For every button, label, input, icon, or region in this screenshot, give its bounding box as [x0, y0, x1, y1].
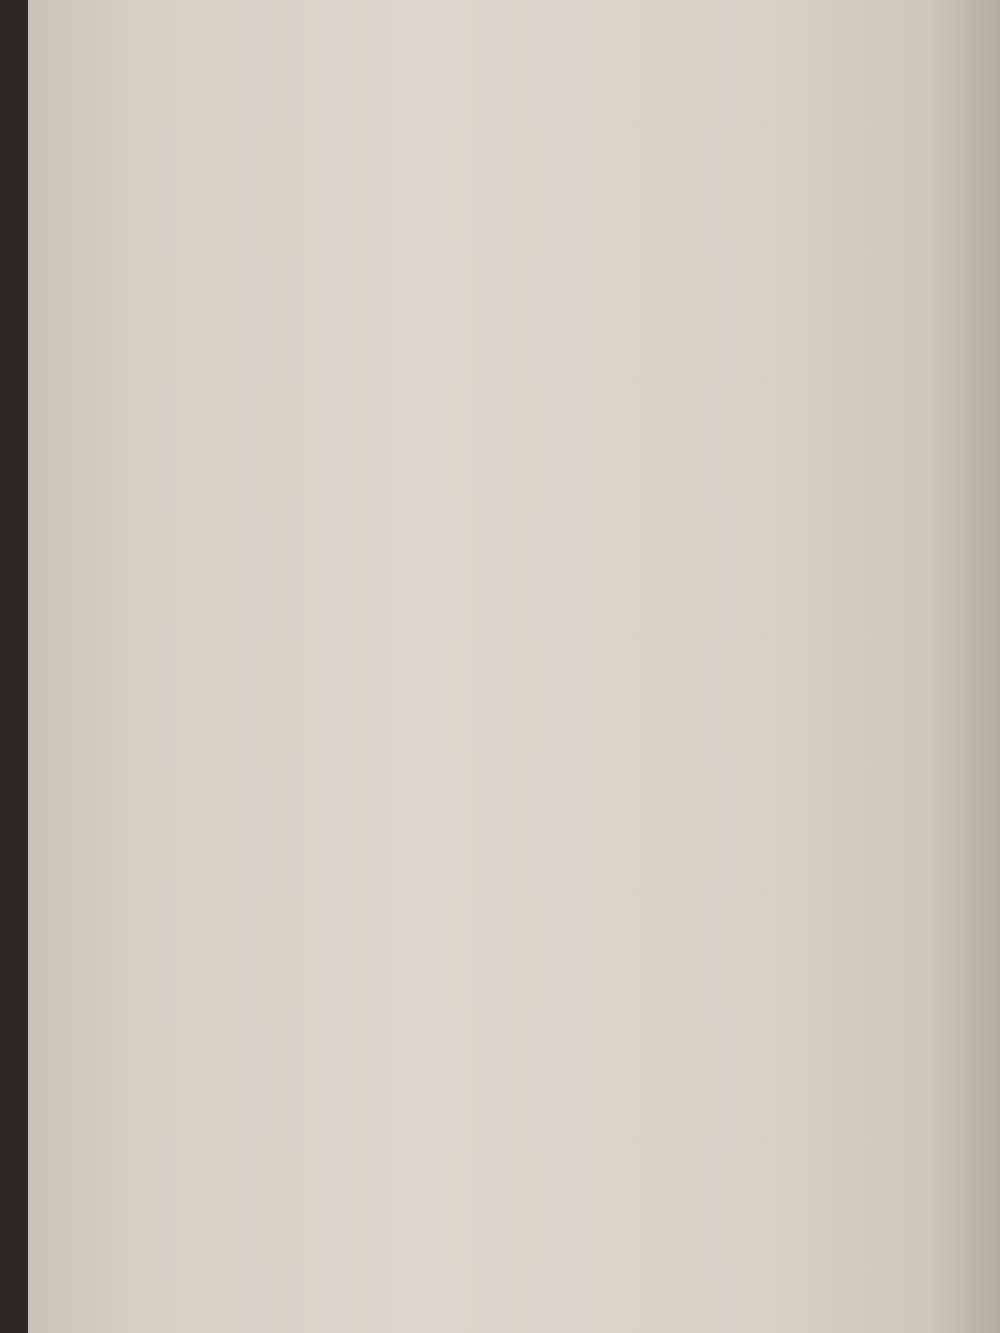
book-page [28, 0, 1000, 1333]
